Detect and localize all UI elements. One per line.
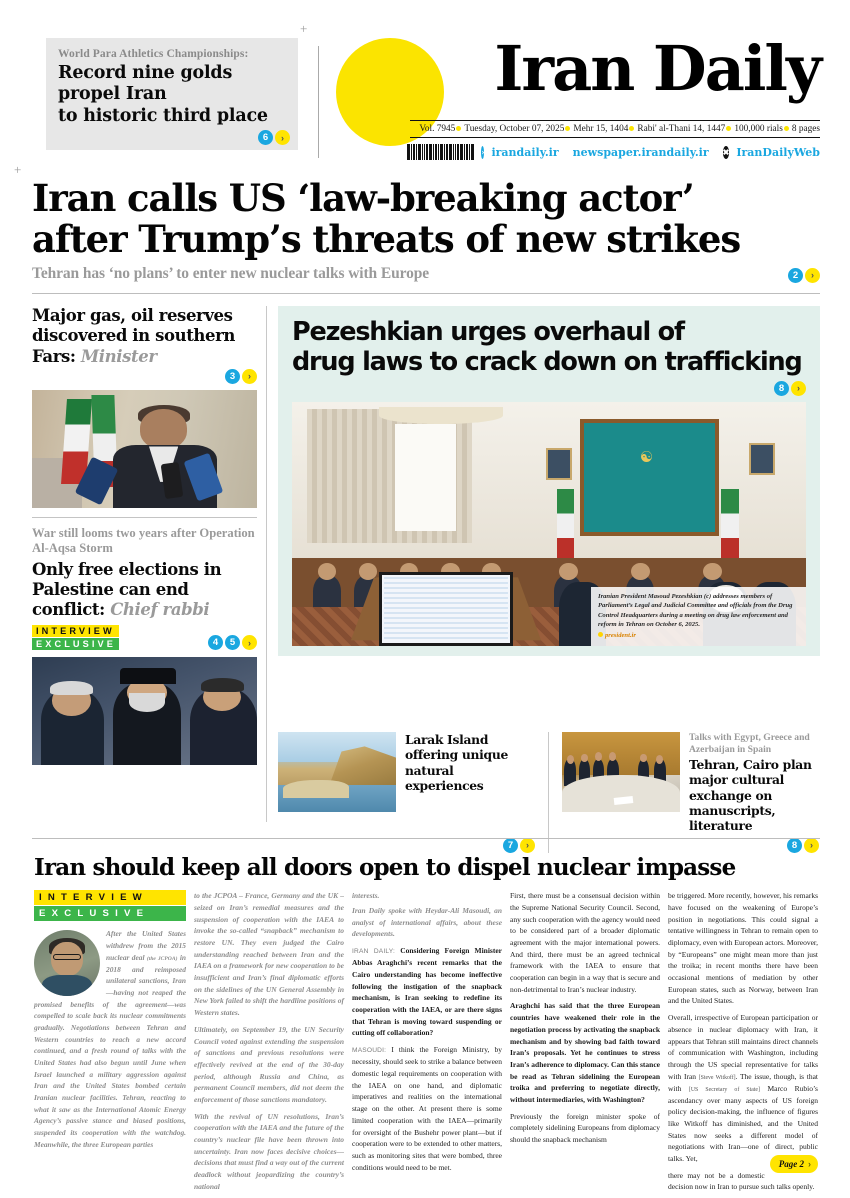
article-column-4: [510, 890, 660, 1198]
article-body: First, there must be a consensual decision within the Supreme National Security Council. Second, any such cooperation with the agency would need to be considered part of a broader diplomatic agreement with the major international powers. And third, there must be an agreed technical framework with the IAEA to ensure that cooperation can begin in a way that is secure and non-detrimental to Iran’s nuclear industry. Araghchi has said that the three European countries have weakened their role in the negotiation process by activating the snapback mechanism and by showing bad faith toward Iran’s proposals. Yet he continues to stress Iran’s adherence to diplomacy. Can this stance be read as Tehran sidelining the European troika and preferring to negotiate directly, without intermediaries, with Washington? Previously the foreign minister spoke of completely sidelining Europeans from diplomacy should the snapback mechanism: [510, 891, 660, 1145]
exclusive-tag: EXCLUSIVE: [34, 906, 186, 921]
photo-caption: Iranian President Masoud Pezeshkian (c) addresses members of Parliament’s Legal and Judicial Committee and officials from the Drug Control Headquarters during a meeting on drug law enforcement and reform in Tehran on October 6, 2025. president.ir: [591, 587, 806, 646]
story-oil-reserves[interactable]: [32, 306, 257, 508]
go-arrow-icon[interactable]: ›: [242, 635, 257, 650]
feature-story[interactable]: [278, 306, 820, 656]
story-tehran-cairo[interactable]: [562, 732, 819, 853]
promo-kicker: World Para Athletics Championships:: [58, 48, 249, 60]
go-arrow-icon[interactable]: ›: [804, 838, 819, 853]
bullet-dot-icon: [726, 126, 731, 131]
article-body: be triggered. More recently, however, his remarks have focused on the weakening of Europe’s position in negotiations. This could signal a tentative willingness in Tehran to remain open to diplomacy, even with European actors. Moreover, by “Europeans” one might mean more than just the troika; in recent months there have been occasional mentions of mediation by other European states, such as Norway, between Iran and the United States. Overall, irrespective of European participation or absence in nuclear diplomacy with Iran, it appears that Tehran still maintains direct channels of communication with Washington, including through the US special representative for talks with Iran [Steve Witkoff]. The issue, though, is that with [US Secretary of State] Marco Rubio’s ascendancy over many aspects of US foreign policy decision-making, the influence of figures like Witkoff has diminished, and the United States now seeks a different model of negotiations with Iran—one of direct, public talks. Yet, Page 2 › there may not be a domestic decision now in Iran to pursue such talks openly.: [668, 891, 818, 1192]
masthead-divider: [318, 46, 319, 158]
answer-speaker-label: MASOUDI:: [352, 1047, 387, 1055]
article-column-5: [668, 890, 818, 1198]
story-kicker: War still looms two years after Operation Al-Aqsa Storm: [32, 525, 255, 556]
crop-mark-left: +: [14, 162, 22, 177]
page-number-badge[interactable]: 8: [787, 838, 802, 853]
analyst-portrait-photo: [34, 930, 100, 996]
column-separator: [548, 732, 549, 853]
page-number-badge[interactable]: 7: [503, 838, 518, 853]
story-page-badges[interactable]: [32, 369, 257, 384]
bottom-interview-article[interactable]: [34, 855, 820, 1198]
oil-minister-interview-photo: [32, 390, 257, 508]
exclusive-tag: EXCLUSIVE: [32, 638, 119, 650]
social-handle-link[interactable]: IranDailyWeb: [736, 145, 820, 159]
question-speaker-label: IRAN DAILY:: [352, 948, 396, 956]
diplomatic-talks-photo: [562, 732, 680, 812]
bullet-dot-icon: [456, 126, 461, 131]
story-headline: Tehran, Cairo plan major cultural exchange on manuscripts, literature: [689, 757, 812, 834]
section-rule: [32, 293, 820, 294]
pezeshkian-meeting-photo: ☯ Iranian President Masoud Pezeshkian (c) addresses members of Parliament’s Legal and Judicial Committee and officials from the Drug Control Headquarters during a meeting on drug law enforcement and reform in Tehran on October 6, 2025. president.ir: [292, 402, 806, 646]
go-arrow-icon[interactable]: ›: [791, 381, 806, 396]
story-tags: [32, 625, 119, 650]
article-headline: Iran should keep all doors open to dispel nuclear impasse: [34, 854, 736, 881]
page-number-badge[interactable]: 8: [774, 381, 789, 396]
story-page-badges[interactable]: [405, 838, 535, 853]
bullet-dot-icon: [784, 126, 789, 131]
page-number-badge[interactable]: 4: [208, 635, 223, 650]
feature-page-badges[interactable]: [292, 381, 806, 396]
go-arrow-icon[interactable]: ›: [520, 838, 535, 853]
story-kicker: Talks with Egypt, Greece and Azerbaijan in Spain: [689, 732, 810, 755]
barcode-icon: [407, 144, 474, 160]
interview-tag: INTERVIEW: [32, 625, 119, 637]
page-number-badge[interactable]: 6: [258, 130, 273, 145]
column-separator: [266, 306, 267, 822]
rabbi-delegation-photo: [32, 657, 257, 765]
story-headline: Only free elections in Palestine can end conflict: Chief rabbi: [32, 559, 222, 620]
story-headline: Major gas, oil reserves discovered in southern Fars: Minister: [32, 306, 236, 366]
article-tags: [34, 890, 186, 921]
crop-mark-top: +: [300, 21, 308, 36]
feature-headline: Pezeshkian urges overhaul of drug laws to crack down on trafficking: [292, 317, 802, 377]
small-stories-row: [278, 732, 820, 853]
story-palestine-rabbi[interactable]: [32, 526, 257, 766]
lead-story-headline: Iran calls US ‘law-breaking actor’ after Trump’s threats of new strikes: [32, 176, 741, 262]
lead-story[interactable]: [32, 178, 820, 283]
chevron-right-icon: ›: [481, 147, 485, 157]
article-body: to the JCPOA – France, Germany and the UK – seized on Iran’s remedial measures and the suspension of cooperation with the IAEA to invoke the so-called “snapback” mechanism to restore UN. They even judged the Cairo understanding reached between Iran and the IAEA on a framework for new cooperation to be insufficient and Iran’s final diplomatic efforts on the sidelines of the UN General Assembly in New York failed to shift the hardline positions of Western states. Ultimately, on September 19, the UN Security Council voted against extending the suspension of sanctions and previous resolutions were effectively revived at the end of the 30-day period, although Russia and China, as permanent Council members, did not deem the enforcement of those sanctions mandatory. With the revival of UN resolutions, Iran’s cooperation with the IAEA and the future of the country’s nuclear file have been thrown into uncertainty. Iran now faces decisive choices—decisions that must find a way out of the current deadlock without jeopardizing the country’s national: [194, 891, 344, 1191]
article-column-1: [34, 890, 186, 1198]
social-x-icon: ✖: [722, 147, 730, 157]
column-rule: [32, 517, 257, 518]
continue-to-page-button[interactable]: Page 2 ›: [770, 1155, 818, 1173]
story-page-badges[interactable]: [208, 635, 257, 650]
website-link[interactable]: irandaily.ir: [491, 145, 559, 159]
lead-story-page-badges[interactable]: [788, 268, 820, 283]
article-body: interests. Iran Daily spoke with Heydar-Ali Masoudi, an analyst of international affairs, about these developments. IRAN DAILY: Considering Foreign Minister Abbas Araghchi’s recent remarks that the Cairo understanding has become ineffective following the instigation of the snapback mechanism, is Iran seeking to redefine its cooperation with the IAEA, or are there signs that Tehran is moving toward suspending or cutting off collaboration? MASOUDI: I think the Foreign Ministry, by necessity, should seek to strike a balance between domestic legal requirements on cooperation with the IAEA on one hand, and diplomatic imperatives and realities on the international stage on the other. At present there is some limited cooperation with the IAEA—primarily for oversight of the Bushehr power plant—but if cooperation were to be extended to other matters, such as monitoring sites that were bombed, three conditions would need to be met.: [352, 891, 502, 1172]
web-links-bar: [410, 144, 820, 160]
story-headline: Larak Island offering unique natural experiences: [405, 732, 508, 794]
article-column-3: [352, 890, 502, 1198]
epaper-link[interactable]: newspaper.irandaily.ir: [572, 145, 709, 159]
photo-credit: president.ir: [598, 631, 800, 640]
go-arrow-icon: ›: [808, 1159, 811, 1170]
article-lead-paragraph: After the United States withdrew from the 2015 nuclear deal (the JCPOA) in 2018 and reimposed unilateral sanctions, Iran—having not reaped the promised benefits of the agreement—was compelled to scale back its nuclear commitments gradually. Negotiations between Tehran and Western countries to reach a new accord continued, and a fresh round of talks with the United States had also begun until June when Israel launched a military aggression against Iran and the United States bombed certain Iranian nuclear facilities. Tehran, reacting to what it saw as the International Atomic Energy Agency’s passive stance and biased positions, suspended its cooperation with the watchdog. Meanwhile, the three European parties: [34, 929, 186, 1149]
promo-headline: Record nine golds propel Iran to historic third place: [58, 63, 268, 126]
bullet-dot-icon: [629, 126, 634, 131]
page-number-badge[interactable]: 3: [225, 369, 240, 384]
larak-island-photo: [278, 732, 396, 812]
bullet-dot-icon: [565, 126, 570, 131]
lead-story-subhead: Tehran has ‘no plans’ to enter new nuclear talks with Europe: [32, 264, 430, 282]
article-column-2: [194, 890, 344, 1198]
story-page-badges[interactable]: [689, 838, 819, 853]
article-columns: [34, 890, 820, 1198]
credit-dot-icon: [598, 632, 603, 637]
story-larak-island[interactable]: [278, 732, 535, 853]
promo-teaser-box[interactable]: [46, 38, 298, 150]
publication-info-line: Vol. 7945 Tuesday, October 07, 2025 Mehr 15, 1404 Rabi' al-Thani 14, 1447 100,000 rials 8 pages: [410, 120, 820, 138]
go-arrow-icon[interactable]: ›: [242, 369, 257, 384]
go-arrow-icon[interactable]: ›: [275, 130, 290, 145]
masthead: [30, 28, 820, 168]
page-number-badge[interactable]: 5: [225, 635, 240, 650]
go-arrow-icon[interactable]: ›: [805, 268, 820, 283]
page-number-badge[interactable]: 2: [788, 268, 803, 283]
promo-page-badges[interactable]: [258, 130, 290, 145]
left-column: [32, 306, 257, 765]
interview-tag: INTERVIEW: [34, 890, 186, 905]
section-rule: [32, 838, 820, 839]
paper-nameplate: Iran Daily: [494, 32, 820, 105]
